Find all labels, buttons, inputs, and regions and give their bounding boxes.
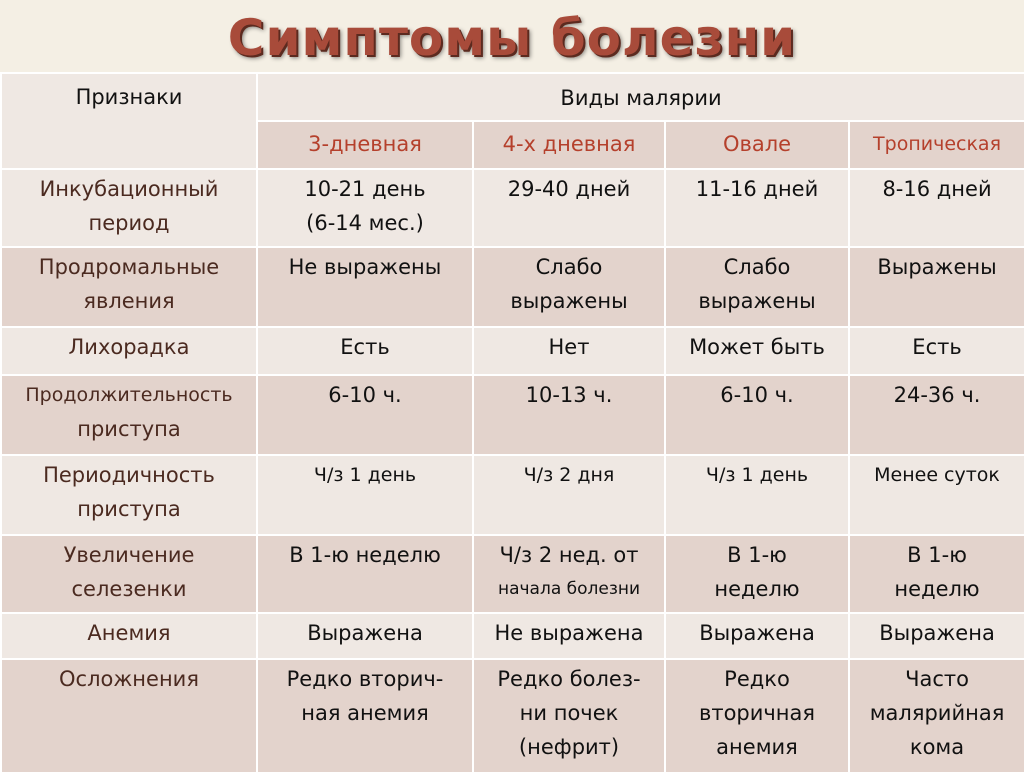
cell-line: Есть [912, 335, 962, 359]
cell-prodromal-3day [257, 247, 473, 327]
cell-line: 10-13 ч. [525, 383, 613, 407]
cell-anemia-4day [473, 613, 665, 659]
cell-line: 6-10 ч. [720, 383, 794, 407]
row-label-incubation [1, 169, 257, 247]
cell-anemia-ovale [665, 613, 849, 659]
table-row-anemia [1, 613, 1024, 659]
table-row-fever [1, 327, 1024, 375]
table-row-spleen [1, 535, 1024, 613]
cell-line: неделю [714, 577, 800, 601]
row-label-complications [1, 659, 257, 773]
cell-prodromal-ovale [665, 247, 849, 327]
cell-line: вторичная [698, 701, 816, 725]
cell-line: Ч/з 2 нед. от [499, 543, 639, 567]
cell-line: 8-16 дней [882, 177, 992, 201]
cell-attack-duration-3day [257, 375, 473, 455]
cell-line: ни почек [519, 701, 619, 725]
cell-line: ная анемия [301, 701, 429, 725]
cell-line: Редко [724, 667, 790, 691]
row-label-line: Осложнения [59, 667, 199, 691]
cell-line: 24-36 ч. [893, 383, 981, 407]
cell-line: (нефрит) [518, 735, 620, 759]
row-label-spleen [1, 535, 257, 613]
cell-line: Не выражена [494, 621, 644, 645]
cell-line: Может быть [689, 335, 825, 359]
cell-line: Редко вторич- [286, 667, 444, 691]
cell-line: Выражена [699, 621, 815, 645]
cell-line: В 1-ю [727, 543, 787, 567]
malaria-symptoms-table [0, 72, 1024, 774]
row-label-line: Продолжительность [25, 384, 233, 406]
cell-line: 29-40 дней [507, 177, 631, 201]
row-label-anemia [1, 613, 257, 659]
row-label-line: приступа [77, 497, 181, 521]
cell-fever-tropical [849, 327, 1024, 375]
cell-line: В 1-ю неделю [289, 543, 441, 567]
cell-attack-periodicity-3day [257, 455, 473, 535]
cell-spleen-3day [257, 535, 473, 613]
cell-incubation-3day [257, 169, 473, 247]
cell-incubation-ovale [665, 169, 849, 247]
cell-line: Слабо [723, 255, 791, 279]
cell-prodromal-tropical [849, 247, 1024, 327]
cell-line: малярийная [869, 701, 1005, 725]
row-label-attack-duration [1, 375, 257, 455]
cell-attack-periodicity-ovale [665, 455, 849, 535]
header-type-tropical: Тропическая [849, 121, 1024, 169]
row-label-fever [1, 327, 257, 375]
row-label-attack-periodicity [1, 455, 257, 535]
header-type-4day: 4-х дневная [473, 121, 665, 169]
cell-attack-periodicity-4day [473, 455, 665, 535]
cell-line: выражены [510, 289, 628, 313]
cell-anemia-tropical [849, 613, 1024, 659]
cell-attack-duration-4day [473, 375, 665, 455]
table-row-incubation [1, 169, 1024, 247]
cell-spleen-ovale [665, 535, 849, 613]
cell-line: (6-14 мес.) [306, 211, 424, 235]
header-signs: Признаки [1, 73, 257, 169]
header-type-3day: 3-дневная [257, 121, 473, 169]
cell-line: Слабо [535, 255, 603, 279]
cell-line: Нет [548, 335, 590, 359]
cell-line: Ч/з 1 день [313, 464, 417, 486]
row-label-line: Лихорадка [68, 335, 190, 359]
cell-line: 11-16 дней [695, 177, 819, 201]
cell-line: выражены [698, 289, 816, 313]
cell-line: Не выражены [288, 255, 442, 279]
cell-line: Часто [905, 667, 969, 691]
header-types-title: Виды малярии [257, 73, 1024, 121]
cell-spleen-4day [473, 535, 665, 613]
cell-attack-periodicity-tropical [849, 455, 1024, 535]
header-type-ovale: Овале [665, 121, 849, 169]
row-label-line: селезенки [71, 577, 187, 601]
table-row-attack-duration [1, 375, 1024, 455]
cell-complications-3day [257, 659, 473, 773]
cell-line: неделю [894, 577, 980, 601]
row-label-line: Анемия [87, 621, 171, 645]
row-label-line: приступа [77, 417, 181, 441]
table-row-complications [1, 659, 1024, 773]
table-row-prodromal [1, 247, 1024, 327]
cell-line: начала болезни [497, 579, 641, 599]
cell-fever-4day [473, 327, 665, 375]
row-label-line: Увеличение [63, 543, 195, 567]
page-title: Симптомы болезни [227, 9, 797, 67]
cell-line: анемия [716, 735, 798, 759]
cell-complications-tropical [849, 659, 1024, 773]
cell-fever-ovale [665, 327, 849, 375]
cell-incubation-4day [473, 169, 665, 247]
row-label-line: Инкубационный [39, 177, 219, 201]
cell-line: Выражена [879, 621, 995, 645]
row-label-line: явления [83, 289, 175, 313]
cell-complications-ovale [665, 659, 849, 773]
cell-line: Выражена [307, 621, 423, 645]
cell-fever-3day [257, 327, 473, 375]
cell-attack-duration-tropical [849, 375, 1024, 455]
cell-line: Выражены [877, 255, 997, 279]
cell-line: кома [909, 735, 965, 759]
cell-line: Ч/з 2 дня [523, 464, 615, 486]
row-label-line: период [88, 211, 170, 235]
cell-prodromal-4day [473, 247, 665, 327]
row-label-prodromal [1, 247, 257, 327]
cell-line: Есть [340, 335, 390, 359]
cell-attack-duration-ovale [665, 375, 849, 455]
cell-anemia-3day [257, 613, 473, 659]
cell-spleen-tropical [849, 535, 1024, 613]
row-label-line: Периодичность [43, 463, 215, 487]
cell-line: В 1-ю [907, 543, 967, 567]
cell-line: 10-21 день [304, 177, 426, 201]
row-label-line: Продромальные [38, 255, 220, 279]
cell-line: Ч/з 1 день [705, 464, 809, 486]
cell-line: Менее суток [874, 464, 1000, 486]
table-row-attack-periodicity [1, 455, 1024, 535]
cell-line: Редко болез- [497, 667, 641, 691]
cell-line: 6-10 ч. [328, 383, 402, 407]
cell-complications-4day [473, 659, 665, 773]
cell-incubation-tropical [849, 169, 1024, 247]
